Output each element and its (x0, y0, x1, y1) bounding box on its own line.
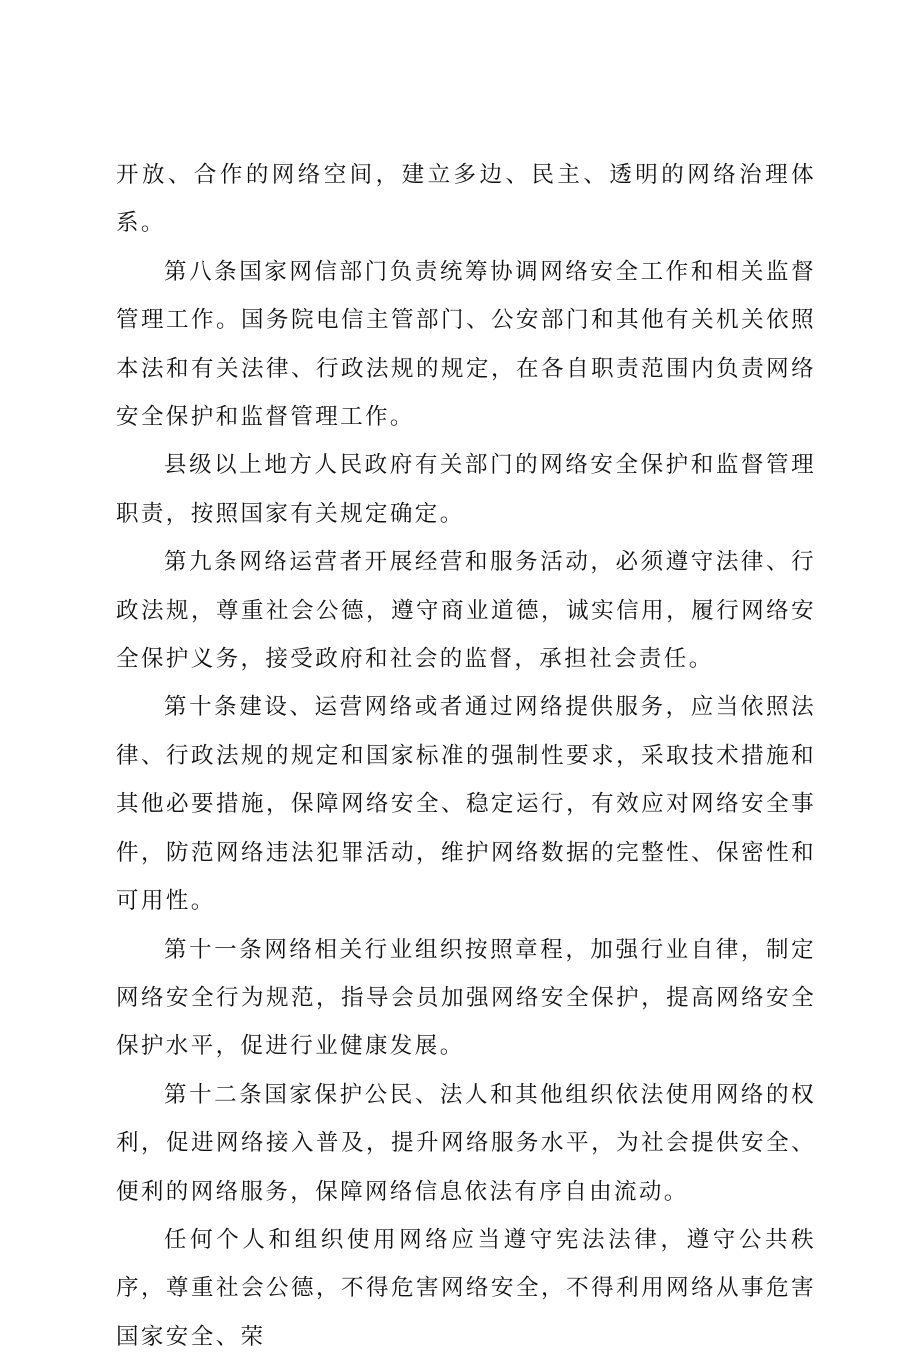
paragraph-article-10: 第十条建设、运营网络或者通过网络提供服务，应当依照法律、行政法规的规定和国家标准的强制性要求，采取技术措施和其他必要措施，保障网络安全、稳定运行，有效应对网络安全事件，防范网络违法犯罪活动，维护网络数据的完整性、保密性和可用性。 (116, 694, 816, 915)
paragraph-county-level: 县级以上地方人民政府有关部门的网络安全保护和监督管理职责，按照国家有关规定确定。 (116, 452, 816, 527)
paragraph-article-11: 第十一条网络相关行业组织按照章程，加强行业自律，制定网络安全行为规范，指导会员加强网络安全保护，提高网络安全保护水平，促进行业健康发展。 (116, 936, 816, 1060)
paragraph-article-9: 第九条网络运营者开展经营和服务活动，必须遵守法律、行政法规，尊重社会公德，遵守商业道德，诚实信用，履行网络安全保护义务，接受政府和社会的监督，承担社会责任。 (116, 549, 816, 673)
paragraph-article-8: 第八条国家网信部门负责统筹协调网络安全工作和相关监督管理工作。国务院电信主管部门、公安部门和其他有关机关依照本法和有关法律、行政法规的规定，在各自职责范围内负责网络安全保护和监督管理工作。 (116, 258, 816, 431)
paragraph-article-12: 第十二条国家保护公民、法人和其他组织依法使用网络的权利，促进网络接入普及，提升网络服务水平，为社会提供安全、便利的网络服务，保障网络信息依法有序自由流动。 (116, 1081, 816, 1205)
paragraph-continuation: 开放、合作的网络空间，建立多边、民主、透明的网络治理体系。 (116, 162, 816, 237)
paragraph-any-individual: 任何个人和组织使用网络应当遵守宪法法律，遵守公共秩序，尊重社会公德，不得危害网络安全，不得利用网络从事危害国家安全、荣 (116, 1226, 816, 1350)
document-body (116, 151, 816, 1361)
